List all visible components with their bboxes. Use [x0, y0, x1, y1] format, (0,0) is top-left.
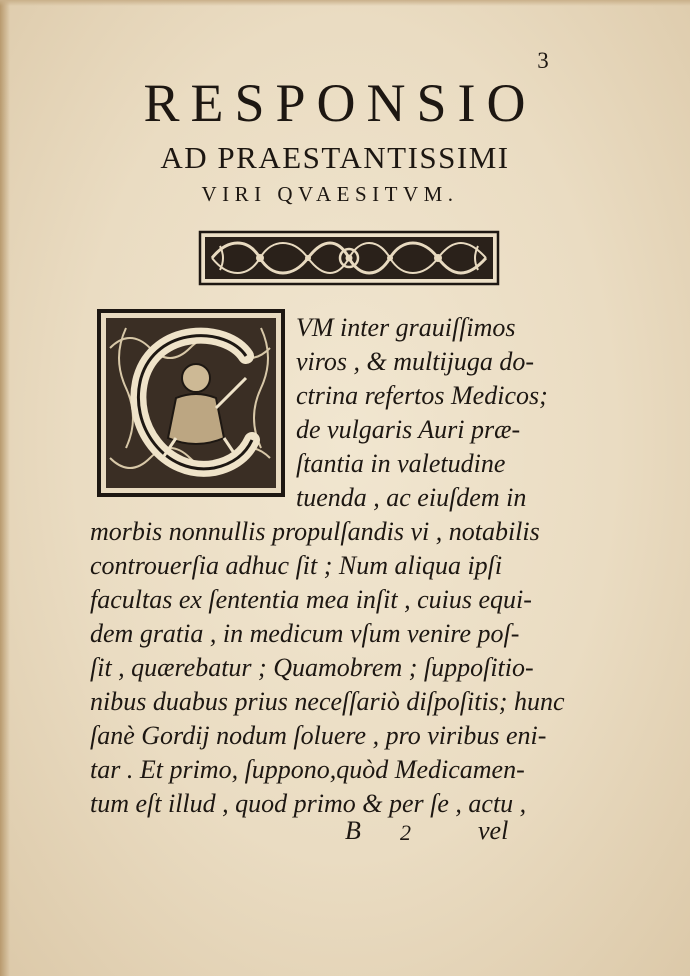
- subtitle-line-2: VIRI QVAESITVM.: [201, 182, 459, 206]
- headpiece-ornament-icon: [198, 228, 500, 288]
- body-line-8: controuerſia adhuc ſit ; Num aliqua ipſi: [90, 551, 503, 580]
- body-line-2: viros , & multijuga do-: [296, 347, 535, 376]
- page-top-shadow: [0, 0, 690, 6]
- page-edge-shadow: [0, 0, 10, 976]
- body-line-4: de vulgaris Auri præ-: [296, 415, 521, 444]
- decorated-initial-icon: [96, 308, 286, 498]
- signature-mark: B: [345, 816, 361, 845]
- subtitle-line-1: AD PRAESTANTISSIMI: [160, 140, 510, 175]
- body-line-10: dem gratia , in medicum vſum venire poſ-: [90, 619, 520, 648]
- body-line-3: ctrina refertos Medicos;: [296, 381, 548, 410]
- body-line-13: ſanè Gordij nodum ſoluere , pro viribus eni-: [90, 721, 547, 750]
- body-line-15: tum eſt illud , quod primo & per ſe , actu ,: [90, 789, 527, 818]
- body-line-12: nibus duabus prius neceſſariò diſpoſitis; hunc: [90, 687, 565, 716]
- page-title: RESPONSIO: [143, 73, 537, 133]
- body-line-14: tar . Et primo, ſuppono,quòd Medicamen-: [90, 755, 525, 784]
- body-line-9: facultas ex ſententia mea inſit , cuius equi-: [90, 585, 532, 614]
- body-line-7: morbis nonnullis propulſandis vi , notabilis: [90, 517, 540, 546]
- body-line-6: tuenda , ac eiuſdem in: [296, 483, 527, 512]
- body-line-1: VM inter grauiſſimos: [296, 313, 516, 342]
- catchword: vel: [478, 816, 509, 845]
- signature-number: 2: [400, 820, 411, 845]
- page-number: 3: [537, 48, 549, 73]
- body-line-5: ſtantia in valetudine: [296, 449, 506, 478]
- body-line-11: ſit , quærebatur ; Quamobrem ; ſuppoſitio-: [90, 653, 534, 682]
